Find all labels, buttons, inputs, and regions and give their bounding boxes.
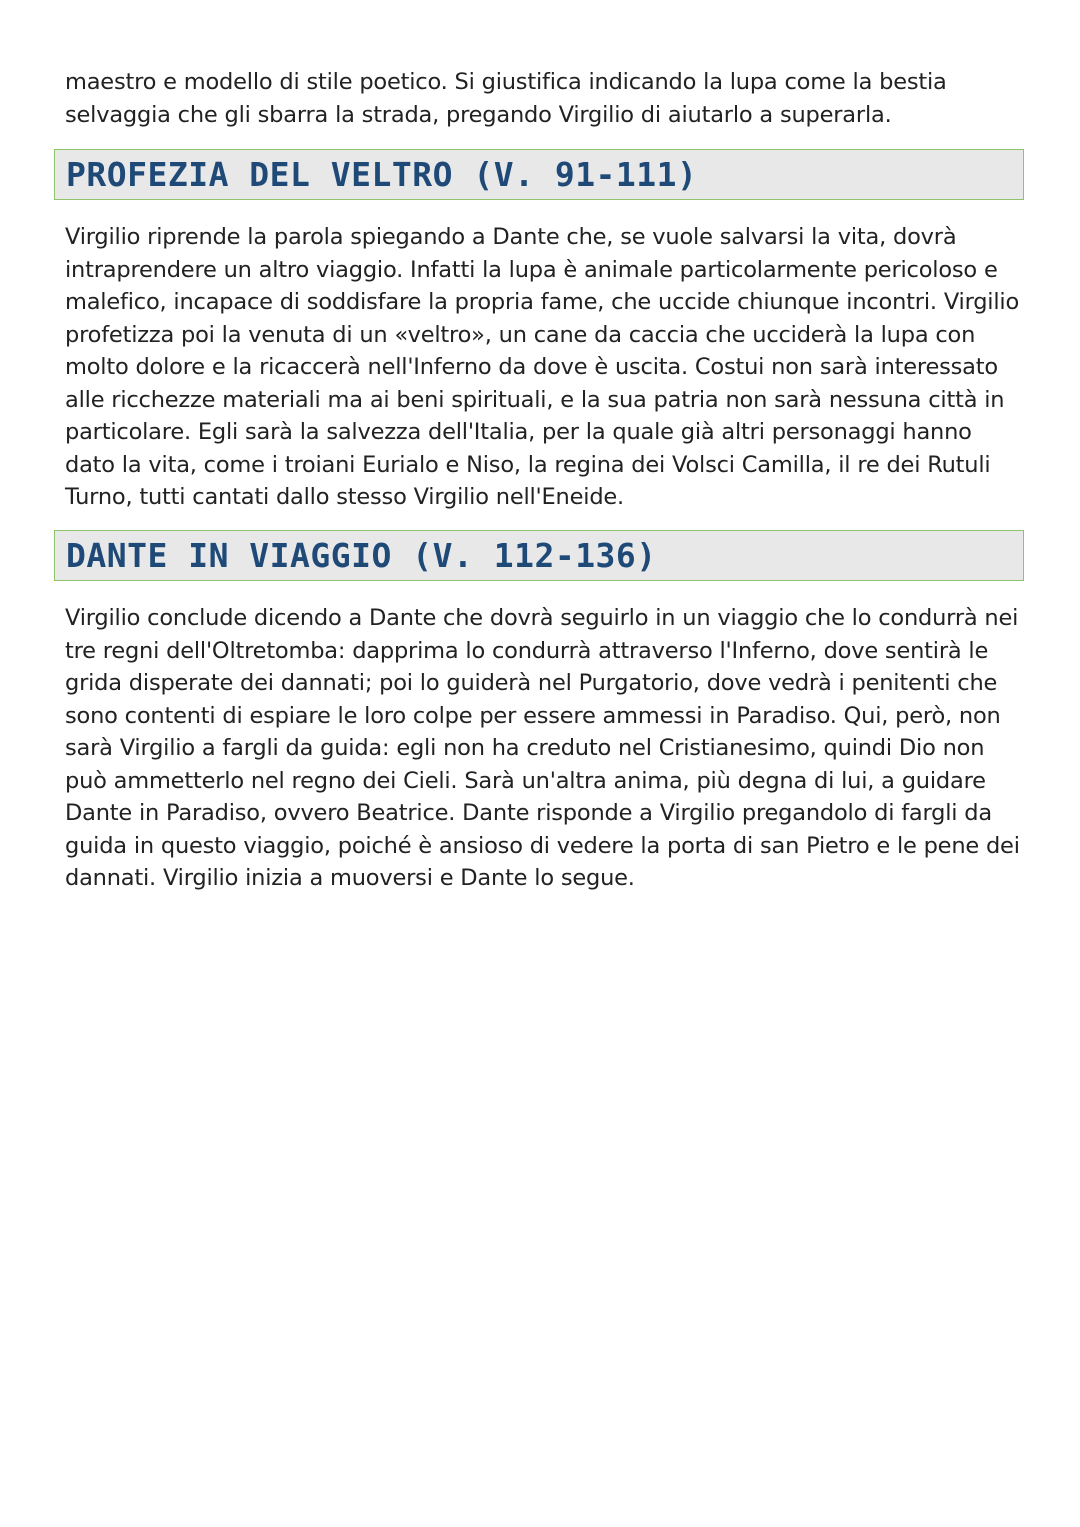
section-heading-viaggio xyxy=(54,530,1024,581)
section-body-viaggio: Virgilio conclude dicendo a Dante che dovrà seguirlo in un viaggio che lo condurrà nei tre regni dell'Oltretomba: dapprima lo condurrà attraverso l'Inferno, dove sentirà le grida disperate dei dannati; poi lo guiderà nel Purgatorio, dove vedrà i penitenti che sono contenti di espiare le loro colpe per essere ammessi in Paradiso. Qui, però, non sarà Virgilio a fargli da guida: egli non ha creduto nel Cristianesimo, quindi Dio non può ammetterlo nel regno dei Cieli. Sarà un'altra anima, più degna di lui, a guidare Dante in Paradiso, ovvero Beatrice. Dante risponde a Virgilio pregandolo di fargli da guida in questo viaggio, poiché è ansioso di vedere la porta di san Pietro e le pene dei dannati. Virgilio inizia a muoversi e Dante lo segue. xyxy=(65,605,1020,891)
section-body-veltro: Virgilio riprende la parola spiegando a Dante che, se vuole salvarsi la vita, dovrà intraprendere un altro viaggio. Infatti la lupa è animale particolarmente pericoloso e malefico, incapace di soddisfare la propria fame, che uccide chiunque incontri. Virgilio profetizza poi la venuta di un «veltro», un cane da caccia che ucciderà la lupa con molto dolore e la ricaccerà nell'Inferno da dove è uscita. Costui non sarà interessato alle ricchezze materiali ma ai beni spirituali, e la sua patria non sarà nessuna città in particolare. Egli sarà la salvezza dell'Italia, per la quale già altri personaggi hanno dato la vita, come i troiani Eurialo e Niso, la regina dei Volsci Camilla, il re dei Rutuli Turno, tutti cantati dallo stesso Virgilio nell'Eneide. xyxy=(65,224,1020,510)
section-title-viaggio: DANTE IN VIAGGIO (V. 112-136) xyxy=(66,536,657,575)
section-title-veltro: PROFEZIA DEL VELTRO (V. 91-111) xyxy=(66,155,698,194)
intro-paragraph: maestro e modello di stile poetico. Si giustifica indicando la lupa come la bestia selvaggia che gli sbarra la strada, pregando Virgilio di aiutarlo a superarla. xyxy=(65,69,947,128)
section-heading-veltro xyxy=(54,149,1024,200)
